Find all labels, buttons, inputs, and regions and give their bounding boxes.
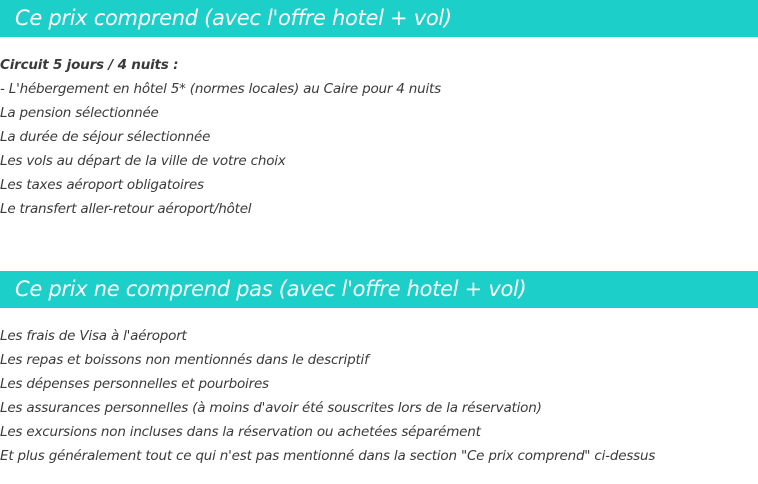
not-included-section-title: Ce prix ne comprend pas (avec l'offre hotel + vol): [0, 271, 758, 308]
not-included-item: Et plus généralement tout ce qui n'est pas mentionné dans la section "Ce prix comprend" ci-dessus: [0, 448, 656, 464]
included-item: - L'hébergement en hôtel 5* (normes locales) au Caire pour 4 nuits: [0, 81, 441, 97]
included-item: La pension sélectionnée: [0, 105, 159, 121]
not-included-item: Les frais de Visa à l'aéroport: [0, 328, 187, 344]
included-item: Le transfert aller-retour aéroport/hôtel: [0, 201, 252, 217]
not-included-item: Les assurances personnelles (à moins d'avoir été souscrites lors de la réservation): [0, 400, 542, 416]
included-circuit-heading: Circuit 5 jours / 4 nuits :: [0, 57, 179, 73]
not-included-item: Les dépenses personnelles et pourboires: [0, 376, 269, 392]
included-item: Les vols au départ de la ville de votre choix: [0, 153, 286, 169]
not-included-item: Les excursions non incluses dans la réservation ou achetées séparément: [0, 424, 481, 440]
included-item: La durée de séjour sélectionnée: [0, 129, 211, 145]
included-item: Les taxes aéroport obligatoires: [0, 177, 204, 193]
not-included-item: Les repas et boissons non mentionnés dans le descriptif: [0, 352, 369, 368]
included-section-title: Ce prix comprend (avec l'offre hotel + vol): [0, 0, 758, 37]
included-list: [0, 53, 441, 221]
not-included-list: [0, 324, 655, 468]
